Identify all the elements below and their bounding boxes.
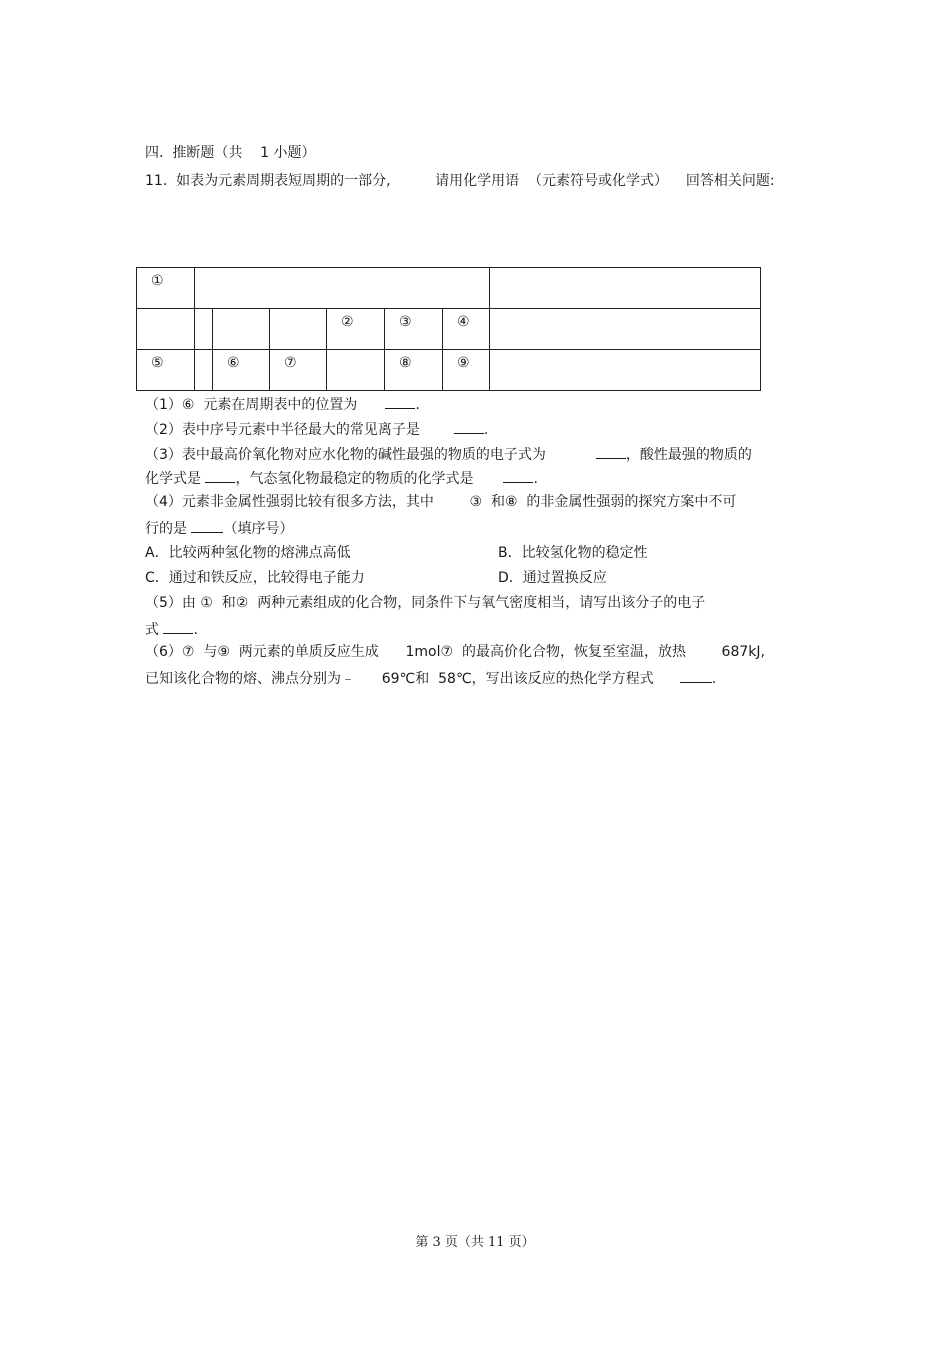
option-c: C．通过和铁反应，比较得电子能力: [145, 570, 365, 586]
part-5-line1: （5）由 ① 和② 两种元素组成的化合物，同条件下与氧气密度相当，请写出该分子的电子: [145, 595, 706, 611]
cell-1: ①: [137, 268, 195, 309]
option-a: A．比较两种氢化物的熔沸点高低: [145, 545, 351, 561]
part-4-line2: 行的是 （填序号）: [145, 518, 293, 538]
cell-2: ②: [327, 309, 385, 350]
cell-empty: [490, 350, 761, 391]
part-6-line2: 已知该化合物的熔、沸点分别为﹣ 69℃和 58℃，写出该反应的热化学方程式 .: [145, 668, 716, 688]
cell-6: ⑥: [213, 350, 270, 391]
answer-blank[interactable]: [503, 468, 533, 483]
cell-empty: [213, 309, 270, 350]
answer-blank[interactable]: [205, 468, 235, 483]
cell-empty: [490, 268, 761, 309]
part-1: （1）⑥ 元素在周期表中的位置为 .: [145, 394, 420, 414]
part-4-line1: （4）元素非金属性强弱比较有很多方法，其中 ③ 和⑧ 的非金属性强弱的探究方案中不可: [145, 494, 737, 510]
answer-blank[interactable]: [385, 394, 415, 409]
cell-4: ④: [443, 309, 490, 350]
cell-empty: [270, 309, 327, 350]
cell-9: ⑨: [443, 350, 490, 391]
part-2: （2）表中序号元素中半径最大的常见离子是 .: [145, 419, 488, 439]
part-5-line2: 式 .: [145, 619, 198, 639]
answer-blank[interactable]: [191, 518, 223, 533]
cell-empty: [195, 268, 490, 309]
part-6-line1: （6）⑦ 与⑨ 两元素的单质反应生成 1mol⑦ 的最高价化合物，恢复至室温，放热 687kJ,: [145, 644, 765, 660]
question-stem: 11. 如表为元素周期表短周期的一部分, 请用化学用语 （元素符号或化学式） 回答相关问题:: [145, 173, 775, 189]
answer-blank[interactable]: [680, 668, 712, 683]
cell-5: ⑤: [137, 350, 195, 391]
section-title: 四. 推断题（共 1 小题）: [145, 145, 316, 161]
part-3-line1: （3）表中最高价氧化物对应水化物的碱性最强的物质的电子式为 ，酸性最强的物质的: [145, 444, 752, 464]
option-b: B．比较氢化物的稳定性: [498, 545, 648, 561]
page-footer: 第 3 页（共 11 页）: [415, 1235, 535, 1250]
cell-3: ③: [385, 309, 443, 350]
cell-empty: [195, 309, 213, 350]
cell-8: ⑧: [385, 350, 443, 391]
answer-blank[interactable]: [596, 444, 626, 459]
answer-blank[interactable]: [454, 419, 484, 434]
cell-empty: [490, 309, 761, 350]
periodic-table: [136, 267, 761, 391]
cell-empty: [327, 350, 385, 391]
cell-7: ⑦: [270, 350, 327, 391]
part-3-line2: 化学式是 ，气态氢化物最稳定的物质的化学式是 .: [145, 468, 538, 488]
answer-blank[interactable]: [163, 619, 193, 634]
cell-empty: [137, 309, 195, 350]
cell-empty: [195, 350, 213, 391]
option-d: D．通过置换反应: [498, 570, 607, 586]
